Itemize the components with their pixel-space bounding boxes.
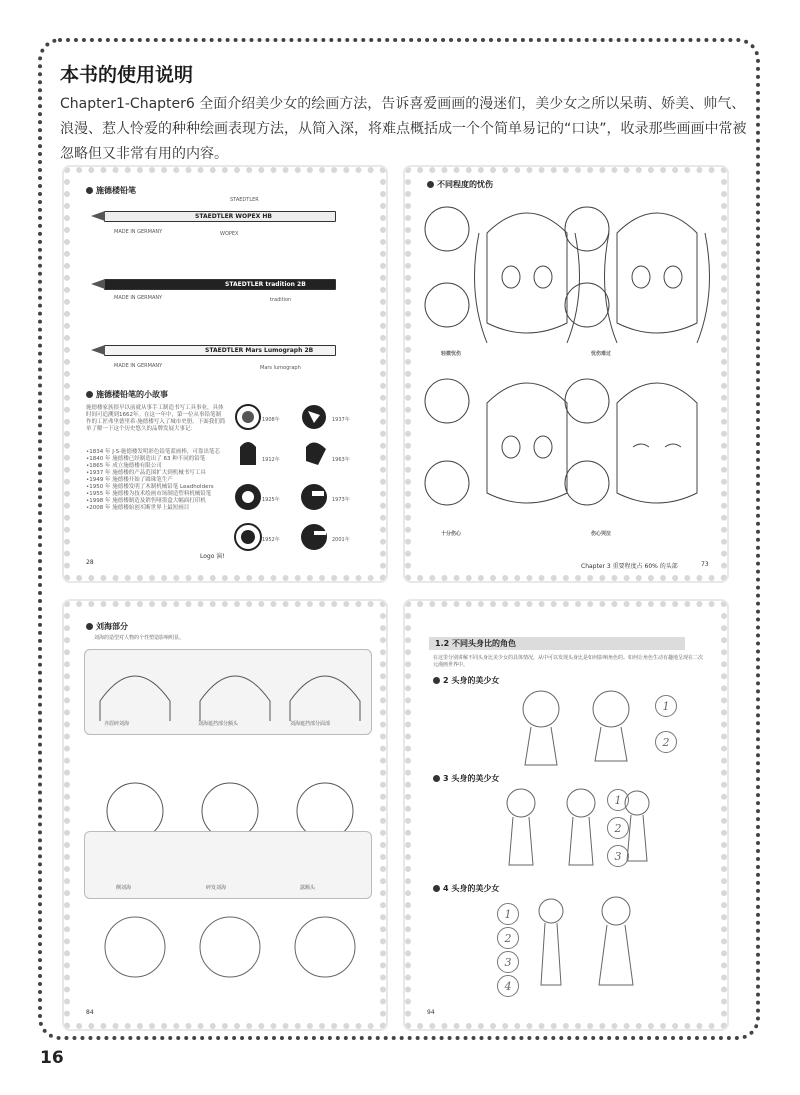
pencil-tip-icon bbox=[91, 345, 105, 355]
logo-1937-icon bbox=[302, 405, 326, 429]
label-staedtler: STAEDTLER bbox=[230, 197, 259, 203]
bullet-icon bbox=[86, 623, 93, 630]
face-sketches bbox=[417, 193, 723, 553]
timeline-item: •1840 年 施德楼已经制造出了 63 种不同的铅笔 bbox=[86, 456, 206, 462]
logo-year: 1952年 bbox=[262, 537, 280, 543]
bullet-icon bbox=[433, 885, 440, 892]
numeral-badge: 3 bbox=[607, 845, 629, 867]
logo-1952-icon bbox=[235, 524, 261, 550]
numeral-badge: 1 bbox=[607, 789, 629, 811]
face-very-sad bbox=[425, 379, 567, 505]
section-title-text: 施德楼铅笔 bbox=[96, 186, 136, 195]
caption: 侧刘海 bbox=[116, 885, 132, 891]
thumb-page-number: 84 bbox=[86, 1009, 94, 1016]
logo-1925-icon bbox=[235, 484, 261, 510]
section-title bbox=[86, 621, 128, 632]
label-made: MADE IN GERMANY bbox=[114, 229, 163, 235]
logo-year: 1963年 bbox=[332, 457, 350, 463]
label-mars: Mars lumograph bbox=[260, 365, 301, 371]
numeral-badge: 2 bbox=[655, 731, 677, 753]
caption: 露额头 bbox=[300, 885, 316, 891]
section-intro: 刘海的造型对人物的个性塑造影响明显。 bbox=[94, 635, 185, 641]
numeral-badge: 4 bbox=[497, 975, 519, 997]
timeline-item: •1865 年 成立施德楼有限公司 bbox=[86, 463, 162, 469]
timeline-item: •1955 年 施德楼为技术绘画市场制造塑料机械铅笔 bbox=[86, 491, 212, 497]
label-made: MADE IN GERMANY bbox=[114, 295, 163, 301]
section-title-text: 4 头身的美少女 bbox=[443, 884, 500, 893]
logo-2001-icon bbox=[301, 524, 327, 550]
timeline-item: •2008 年 施德楼始创买断世界上最短画目 bbox=[86, 505, 190, 511]
chibi-sketches bbox=[501, 685, 651, 1005]
label-tradition: tradition bbox=[270, 297, 292, 303]
pencil-wopex bbox=[104, 211, 336, 222]
thumbnail-sadness bbox=[405, 167, 727, 581]
logo-note: Logo 演! bbox=[200, 553, 225, 560]
logo-1912-icon bbox=[240, 442, 256, 465]
bullet-icon bbox=[86, 391, 93, 398]
caption: 轻微忧伤 bbox=[441, 351, 462, 357]
logo-year: 1908年 bbox=[262, 417, 280, 423]
logo-year: 1912年 bbox=[262, 457, 280, 463]
numeral-badge: 1 bbox=[655, 695, 677, 717]
logo-1963-icon bbox=[306, 442, 326, 465]
label-made: MADE IN GERMANY bbox=[114, 363, 163, 369]
thumb-page-number: 94 bbox=[427, 1009, 435, 1016]
face-sad bbox=[565, 207, 710, 343]
section-title bbox=[86, 389, 168, 400]
timeline-item: •1950 年 施德楼发明了木制机械铅笔 Leadholders bbox=[86, 484, 214, 490]
section-title-text: 不同程度的忧伤 bbox=[437, 180, 493, 189]
section-title bbox=[427, 179, 493, 190]
numeral-badge: 2 bbox=[497, 927, 519, 949]
section-title-text: 刘海部分 bbox=[96, 622, 128, 631]
section-title bbox=[433, 675, 499, 686]
thumb-page-number: 28 bbox=[86, 559, 94, 566]
page-heading: 本书的使用说明 bbox=[60, 64, 194, 86]
section-title bbox=[86, 185, 136, 196]
numeral-badge: 2 bbox=[607, 817, 629, 839]
thumb-page-number: 73 bbox=[701, 561, 709, 568]
pencil-tip-icon bbox=[91, 279, 105, 289]
thumbnail-pencils bbox=[64, 167, 386, 581]
logo-history-grid bbox=[234, 401, 374, 561]
pencil-mars bbox=[104, 345, 336, 356]
numeral-badge: 3 bbox=[497, 951, 519, 973]
bullet-icon bbox=[433, 775, 440, 782]
page-number: 16 bbox=[40, 1048, 64, 1068]
face-slight-sadness bbox=[425, 207, 580, 343]
logo-year: 1973年 bbox=[332, 497, 350, 503]
label-wopex: WOPEX bbox=[220, 231, 239, 237]
thumbnail-bangs bbox=[64, 601, 386, 1029]
hair-sketches bbox=[90, 651, 370, 951]
chapter-footer: Chapter 3 重要程度占 60% 的头部 bbox=[581, 563, 678, 570]
logo-year: 2001年 bbox=[332, 537, 350, 543]
timeline-item: •1834 年 J·S·施德楼发明彩色铅笔蓝画棒，可靠出笔芯 bbox=[86, 449, 220, 455]
section-title-text: 施德楼铅笔的小故事 bbox=[96, 390, 168, 399]
caption: 忧伤难过 bbox=[591, 351, 612, 357]
timeline-list bbox=[86, 449, 236, 512]
timeline-item: •1949 年 施德楼开始了圆珠笔生产 bbox=[86, 477, 173, 483]
caption: 伤心哭泣 bbox=[591, 531, 612, 537]
section-title-text: 2 头身的美少女 bbox=[443, 676, 500, 685]
logo-year: 1925年 bbox=[262, 497, 280, 503]
caption: 齐眉碎刘海 bbox=[104, 721, 130, 727]
logo-1908-icon bbox=[236, 405, 260, 429]
caption: 刘海遮挡部分面部 bbox=[290, 721, 331, 727]
caption: 刘海遮挡部分额头 bbox=[198, 721, 239, 727]
section-title bbox=[433, 883, 499, 894]
section-title-text: 3 头身的美少女 bbox=[443, 774, 500, 783]
pencil-brand: STAEDTLER Mars Lumograph 2B bbox=[205, 347, 314, 354]
pencil-brand: STAEDTLER WOPEX HB bbox=[195, 213, 272, 220]
section-banner: 1.2 不同头身比的角色 bbox=[429, 637, 685, 650]
pencil-tip-icon bbox=[91, 211, 105, 221]
thumbnail-proportions bbox=[405, 601, 727, 1029]
logo-1973-icon bbox=[301, 484, 327, 510]
section-intro: 在这里分别讲解不同头身比美少女的具体情况，从中可以发现头身比是如何影响角色的。如何让角色生动有趣地呈现在二次元漫画世界中。 bbox=[433, 655, 704, 668]
caption: 十分伤心 bbox=[441, 531, 462, 537]
logo-year: 1937年 bbox=[332, 417, 350, 423]
bullet-icon bbox=[433, 677, 440, 684]
bullet-icon bbox=[427, 181, 434, 188]
timeline-item: •1998 年 施德楼制造及销售哑墨盒大幅面打印机 bbox=[86, 498, 206, 504]
numeral-badge: 1 bbox=[497, 903, 519, 925]
girl-sketches bbox=[90, 907, 370, 1007]
bullet-icon bbox=[86, 187, 93, 194]
caption: 碎发刘海 bbox=[206, 885, 227, 891]
section-title bbox=[433, 773, 499, 784]
timeline-item: •1937 年 施德楼的产品范围扩大到机械书写工具 bbox=[86, 470, 206, 476]
pencil-brand: STAEDTLER tradition 2B bbox=[225, 281, 306, 288]
face-crying bbox=[565, 379, 697, 505]
pencil-tradition bbox=[104, 279, 336, 290]
story-text: 施德楼家族很早以前就从事手工制造书写工具事业，具体时间可追溯到1662年。在这一年中，第一位从事铅笔制作的工匠弗里德里希·施德楼写入了城市史册。下面我们简单了解一下这个历史悠久的品牌发展大事记： bbox=[86, 405, 226, 432]
intro-paragraph: Chapter1-Chapter6 全面介绍美少女的绘画方法，告诉喜爱画画的漫迷们，美少女之所以呆萌、娇美、帅气、浪漫、惹人怜爱的种种绘画表现方法，从简入深，将难点概括成一个个简单易记的“口诀”，收录那些画画中常被忽略但又非常有用的内容。 bbox=[60, 96, 747, 162]
